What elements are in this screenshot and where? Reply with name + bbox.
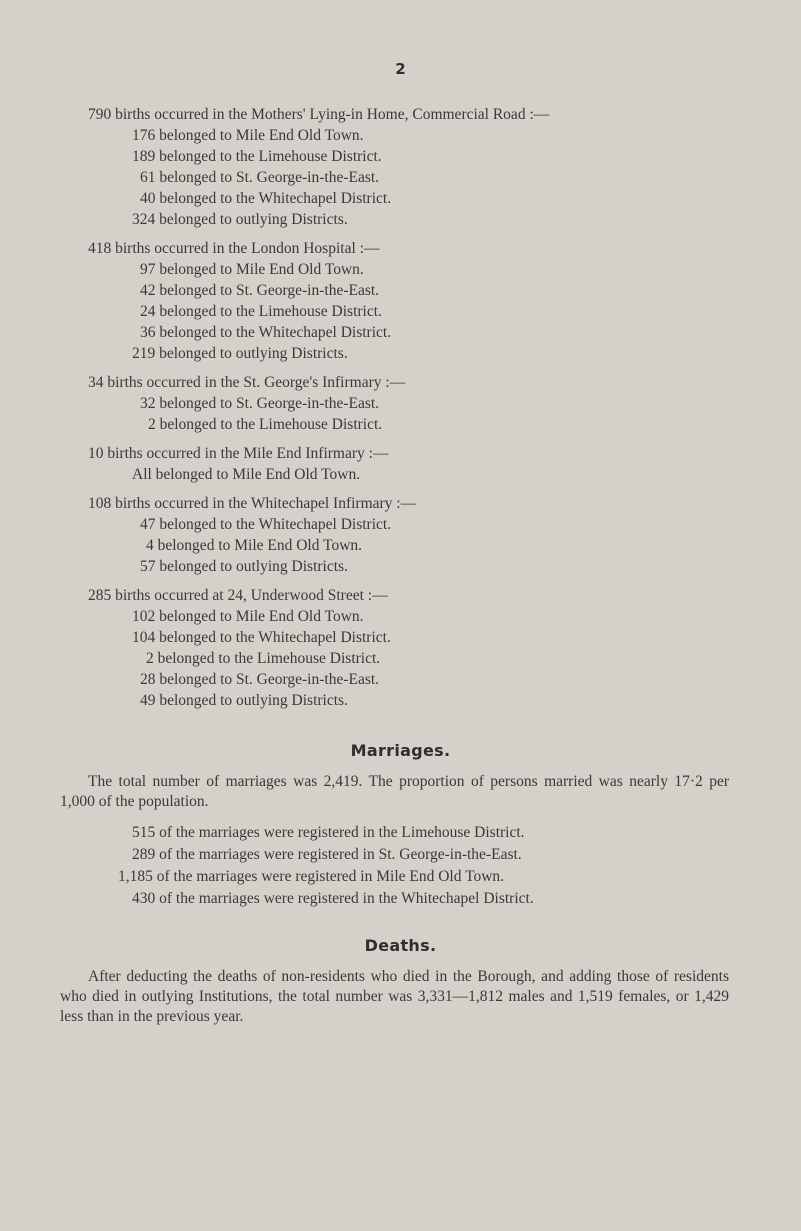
births-item: 36 belonged to the Whitechapel District. — [140, 324, 392, 341]
deaths-heading: Deaths. — [364, 936, 437, 955]
births-item: 49 belonged to outlying Districts. — [140, 692, 348, 709]
births-item: 2 belonged to the Limehouse District. — [146, 650, 381, 667]
page-number: 2 — [395, 60, 406, 78]
births-item: 32 belonged to St. George-in-the-East. — [140, 395, 380, 412]
births-heading-whitechapel-infirmary: 108 births occurred in the Whitechapel Infirmary :— — [88, 495, 417, 512]
births-item: 61 belonged to St. George-in-the-East. — [140, 169, 380, 186]
births-item: 97 belonged to Mile End Old Town. — [140, 261, 364, 278]
births-item: 102 belonged to Mile End Old Town. — [132, 608, 364, 625]
marriages-paragraph: The total number of marriages was 2,419. The proportion of persons married was nearly 17·2 per 1,000 of the population. — [60, 773, 729, 810]
marriages-line: 430 of the marriages were registered in the Whitechapel District. — [132, 890, 534, 907]
births-item: 219 belonged to outlying Districts. — [132, 345, 348, 362]
births-heading-underwood-street: 285 births occurred at 24, Underwood Street :— — [88, 587, 388, 604]
births-item: 324 belonged to outlying Districts. — [132, 211, 348, 228]
births-heading-london-hospital: 418 births occurred in the London Hospital :— — [88, 240, 380, 257]
births-item: 42 belonged to St. George-in-the-East. — [140, 282, 380, 299]
births-item: 189 belonged to the Limehouse District. — [132, 148, 382, 165]
births-item: 176 belonged to Mile End Old Town. — [132, 127, 364, 144]
births-heading-st-georges-infirmary: 34 births occurred in the St. George's Infirmary :— — [88, 374, 406, 391]
marriages-line: 515 of the marriages were registered in the Limehouse District. — [132, 824, 525, 841]
births-item: 28 belonged to St. George-in-the-East. — [140, 671, 380, 688]
marriages-heading: Marriages. — [350, 741, 451, 760]
births-heading-mothers-home: 790 births occurred in the Mothers' Lying-in Home, Commercial Road :— — [88, 106, 550, 123]
births-item: 104 belonged to the Whitechapel District. — [132, 629, 391, 646]
births-item: 57 belonged to outlying Districts. — [140, 558, 348, 575]
births-item: All belonged to Mile End Old Town. — [132, 466, 361, 483]
births-item: 2 belonged to the Limehouse District. — [148, 416, 383, 433]
births-heading-mile-end-infirmary: 10 births occurred in the Mile End Infirmary :— — [88, 445, 389, 462]
body-text — [0, 104, 801, 1027]
births-item: 24 belonged to the Limehouse District. — [140, 303, 382, 320]
births-item: 4 belonged to Mile End Old Town. — [146, 537, 363, 554]
deaths-paragraph: After deducting the deaths of non-residents who died in the Borough, and adding those of residents who died in outlying Institutions, the total number was 3,331—1,812 males and 1,519 females, or 1,429 less than in the previous year. — [60, 968, 729, 1025]
marriages-line: 289 of the marriages were registered in St. George-in-the-East. — [132, 846, 522, 863]
births-item: 47 belonged to the Whitechapel District. — [140, 516, 392, 533]
marriages-line: 1,185 of the marriages were registered in Mile End Old Town. — [118, 868, 505, 885]
births-item: 40 belonged to the Whitechapel District. — [140, 190, 392, 207]
